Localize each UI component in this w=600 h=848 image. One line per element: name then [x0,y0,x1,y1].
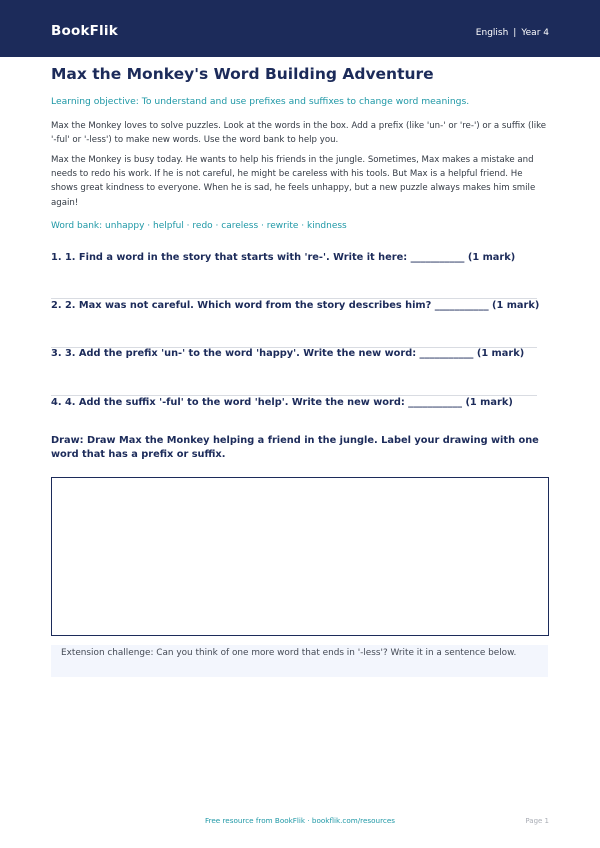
question-3: 3. 3. Add the prefix 'un-' to the word 'happy'. Write the new word: ___________ (1 mark) [51,348,525,359]
worksheet-title: Max the Monkey's Word Building Adventure [51,65,434,83]
footer-credit[interactable]: Free resource from BookFlik · bookflik.com/resources [204,816,396,825]
drawing-area[interactable] [51,477,549,636]
question-2: 2. 2. Max was not careful. Which word from the story describes him? ___________ (1 mark) [51,300,540,311]
learning-objective: Learning objective: To understand and use prefixes and suffixes to change word meanings. [51,96,470,107]
draw-prompt: Draw: Draw Max the Monkey helping a friend in the jungle. Label your drawing with one word that has a prefix or suffix. [51,435,539,460]
intro-paragraph: Max the Monkey loves to solve puzzles. Look at the words in the box. Add a prefix (like 'un-' or 're-') or a suffix (like '-ful' or '-less') to make new words. Use the word bank to help you. [51,121,547,146]
answer-divider [51,395,537,396]
year-label: Year 4 [521,28,549,38]
question-1: 1. 1. Find a word in the story that starts with 're-'. Write it here: ___________ (1 mark) [51,252,516,263]
extension-challenge [51,645,548,677]
word-bank: Word bank: unhappy · helpful · redo · careless · rewrite · kindness [51,221,347,231]
meta-separator: | [513,28,517,38]
header-meta [476,28,549,38]
subject-label: English [475,28,509,38]
extension-text: Extension challenge: Can you think of one more word that ends in '-less'? Write it in a sentence below. [61,648,517,658]
answer-divider [51,298,537,299]
story-paragraph: Max the Monkey is busy today. He wants to help his friends in the jungle. Sometimes, Max makes a mistake and needs to redo his work. If he is not careful, he might be careless with his tools. But Max is a helpful friend. He shows great kindness to everyone. When he is sad, he feels unhappy, but a new puzzle always makes him smile again! [51,155,536,208]
header-bar [0,0,600,57]
question-4: 4. 4. Add the suffix '-ful' to the word 'help'. Write the new word: ___________ (1 mark) [51,397,513,408]
page-number: Page 1 [525,817,549,825]
brand-logo[interactable]: BookFlik [51,23,118,39]
